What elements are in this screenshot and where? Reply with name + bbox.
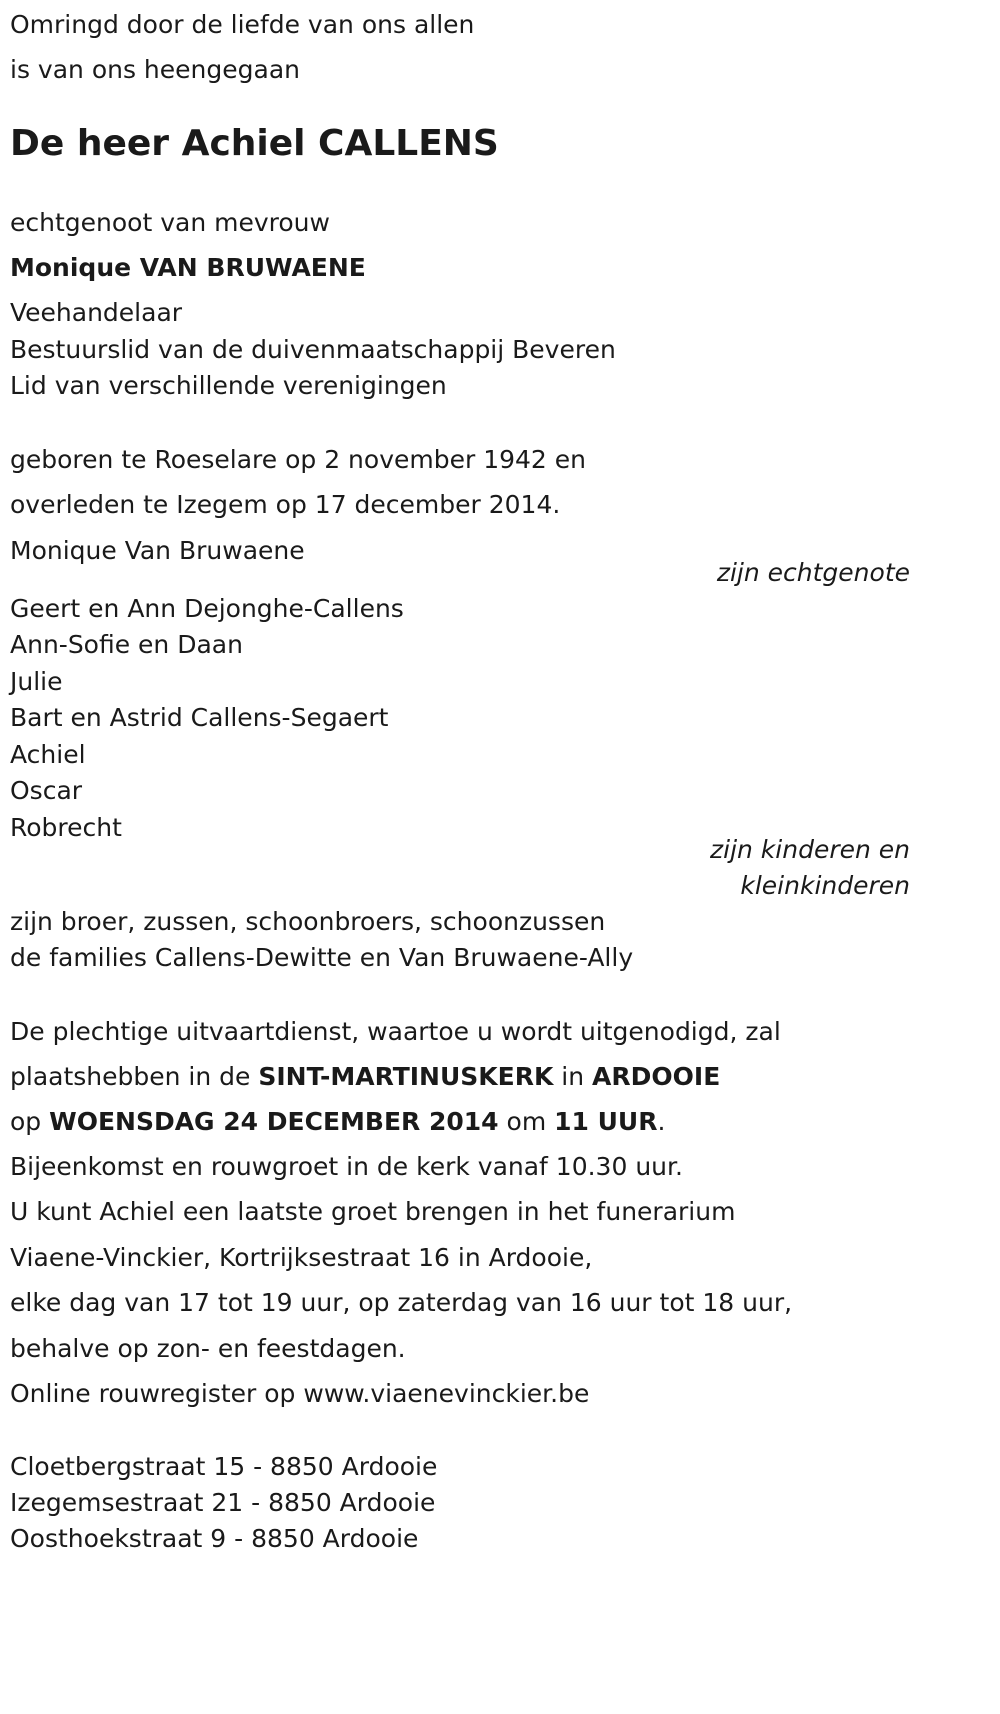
service-line-2: [10, 1062, 720, 1092]
service-line-1: De plechtige uitvaartdienst, waartoe u wordt uitgenodigd, zal: [10, 1017, 781, 1046]
service-line-3: [10, 1107, 665, 1137]
service-line-3-mid: om: [498, 1107, 555, 1136]
address-line: Izegemsestraat 21 - 8850 Ardooie: [10, 1488, 436, 1517]
town-name: ARDOOIE: [592, 1062, 721, 1091]
intro-line-2: is van ons heengegaan: [10, 55, 300, 84]
service-line-3-end: .: [657, 1107, 666, 1136]
child-line: Bart en Astrid Callens-Segaert: [10, 703, 389, 732]
visit-line-1: U kunt Achiel een laatste groet brengen in het funerarium: [10, 1197, 736, 1226]
role-line: Veehandelaar: [10, 298, 183, 327]
service-date: WOENSDAG 24 DECEMBER 2014: [49, 1107, 499, 1136]
family-spouse-name: Monique Van Bruwaene: [10, 536, 305, 565]
service-line-2-pre: plaatshebben in de: [10, 1062, 259, 1091]
intro-line-1: Omringd door de liefde van ons allen: [10, 10, 475, 39]
address-line: Oosthoekstraat 9 - 8850 Ardooie: [10, 1524, 419, 1553]
visit-line-3: elke dag van 17 tot 19 uur, op zaterdag van 16 uur tot 18 uur,: [10, 1288, 793, 1317]
address-line: Cloetbergstraat 15 - 8850 Ardooie: [10, 1452, 438, 1481]
deceased-name: De heer Achiel CALLENS: [10, 123, 499, 164]
role-line: Bestuurslid van de duivenmaatschappij Beveren: [10, 335, 616, 364]
death-line: overleden te Izegem op 17 december 2014.: [10, 490, 561, 519]
visit-line-2: Viaene-Vinckier, Kortrijksestraat 16 in Ardooie,: [10, 1243, 593, 1272]
church-name: SINT-MARTINUSKERK: [258, 1062, 554, 1091]
spouse-intro: echtgenoot van mevrouw: [10, 208, 330, 237]
relatives-line: de families Callens-Dewitte en Van Bruwaene-Ally: [10, 943, 634, 972]
birth-line: geboren te Roeselare op 2 november 1942 en: [10, 445, 587, 474]
child-line: Geert en Ann Dejonghe-Callens: [10, 594, 404, 623]
family-spouse-role: zijn echtgenote: [716, 558, 910, 587]
child-line: Robrecht: [10, 813, 122, 842]
child-line: Julie: [10, 667, 63, 696]
child-line: Ann-Sofie en Daan: [10, 630, 243, 659]
gathering-line: Bijeenkomst en rouwgroet in de kerk vanaf 10.30 uur.: [10, 1152, 683, 1181]
spouse-name: Monique VAN BRUWAENE: [10, 253, 366, 282]
child-line: Achiel: [10, 740, 86, 769]
service-time: 11 UUR: [554, 1107, 658, 1136]
children-role-line-1: zijn kinderen en: [710, 835, 910, 864]
service-line-2-mid: in: [553, 1062, 593, 1091]
children-role-line-2: kleinkinderen: [740, 871, 910, 900]
relatives-line: zijn broer, zussen, schoonbroers, schoonzussen: [10, 907, 606, 936]
service-line-3-pre: op: [10, 1107, 50, 1136]
online-register-line: Online rouwregister op www.viaenevinckier.be: [10, 1379, 590, 1408]
visit-line-4: behalve op zon- en feestdagen.: [10, 1334, 406, 1363]
child-line: Oscar: [10, 776, 83, 805]
role-line: Lid van verschillende verenigingen: [10, 371, 447, 400]
